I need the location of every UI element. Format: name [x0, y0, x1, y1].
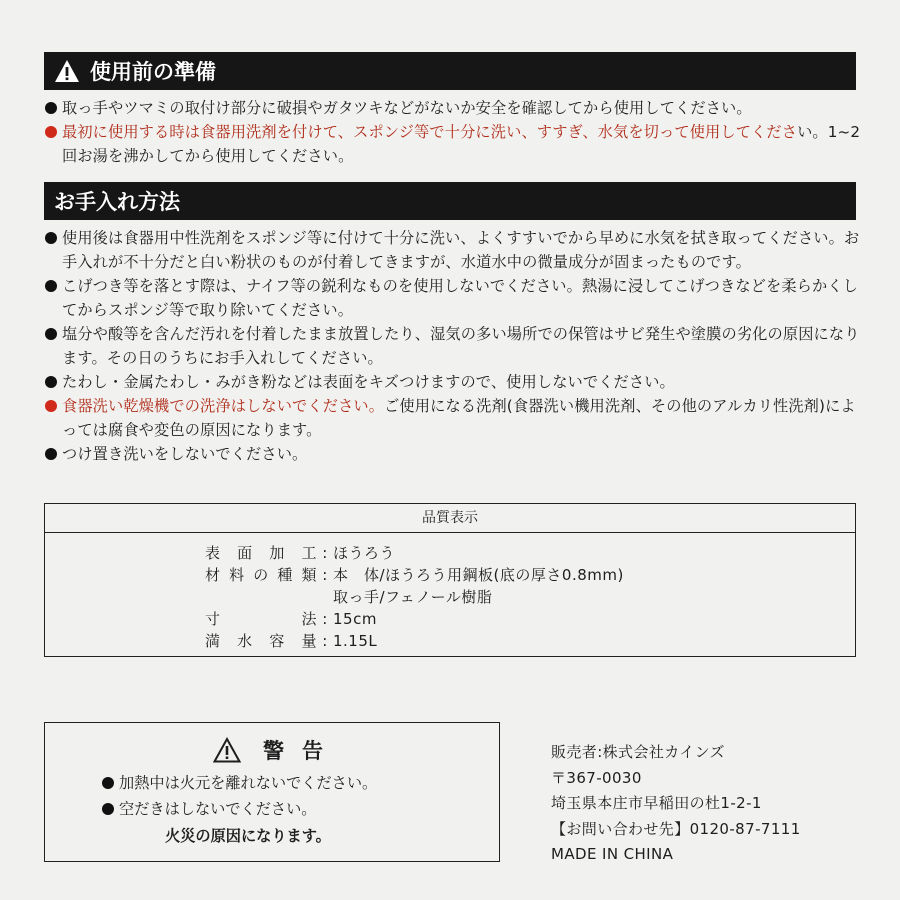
care-item: 使用後は食器用中性洗剤をスポンジ等に付けて十分に洗い、よくすすいでから早めに水気を拭き取ってください。お手入れが不十分だと白い粉状のものが付着してきますが、水道水中の微量成分が固まったものです。 [44, 226, 864, 274]
prep-title: 使用前の準備 [90, 60, 216, 84]
seller-postcode: 〒367-0030 [551, 768, 642, 787]
quality-title: 品質表示 [45, 504, 855, 533]
care-title: お手入れ方法 [54, 190, 180, 214]
warning-item: 加熱中は火元を離れないでください。 [101, 771, 377, 795]
prep-item: 取っ手やツマミの取付け部分に破損やガタツキなどがないか安全を確認してから使用してください。 [44, 96, 864, 120]
prep-list [44, 96, 864, 168]
care-item: 塩分や酸等を含んだ汚れを付着したまま放置したり、湿気の多い場所での保管はサビ発生や塗膜の劣化の原因になります。その日のうちにお手入れしてください。 [44, 322, 864, 370]
quality-label-box [44, 503, 856, 657]
prep-item: 最初に使用する時は食器用洗剤を付けて、スポンジ等で十分に洗い、すすぎ、水気を切って使用してください。1~2回お湯を沸かしてから使用してください。 [44, 120, 864, 168]
care-item: たわし・金属たわし・みがき粉などは表面をキズつけますので、使用しないでください。 [44, 370, 864, 394]
seller-contact: 【お問い合わせ先】0120-87-7111 [551, 819, 801, 838]
spec-row-material: 材料の種類 : 本 体/ほうろう用鋼板(底の厚さ0.8mm) [205, 566, 624, 584]
warning-triangle-icon [54, 59, 80, 83]
spec-row-size: 寸法 : 15cm [205, 610, 377, 628]
care-list [44, 226, 864, 466]
warning-box [44, 722, 500, 862]
seller-name: 販売者:株式会社カインズ [551, 743, 725, 761]
prep-section-header [44, 52, 856, 90]
spec-row-capacity: 満水容量 : 1.15L [205, 632, 378, 650]
warning-item: 空だきはしないでください。 [101, 797, 316, 821]
warning-fire-note: 火災の原因になります。 [165, 827, 331, 845]
seller-info [551, 740, 801, 868]
spec-row-surface: 表面加工 : ほうろう [205, 544, 396, 562]
care-item: こげつき等を落とす際は、ナイフ等の鋭利なものを使用しないでください。熱湯に浸してこげつきなどを柔らかくしてからスポンジ等で取り除いてください。 [44, 274, 864, 322]
spec-row-material-handle: 取っ手/フェノール樹脂 [333, 588, 493, 606]
origin: MADE IN CHINA [551, 845, 674, 863]
warning-header [213, 735, 341, 765]
seller-address: 埼玉県本庄市早稲田の杜1-2-1 [551, 794, 762, 812]
warning-title: 警告 [263, 739, 341, 763]
care-section-header [44, 182, 856, 220]
care-item: 食器洗い乾燥機での洗浄はしないでください。ご使用になる洗剤(食器洗い機用洗剤、その他のアルカリ性洗剤)によっては腐食や変色の原因になります。 [44, 394, 864, 442]
care-item: つけ置き洗いをしないでください。 [44, 442, 864, 466]
warning-triangle-icon [213, 737, 241, 763]
